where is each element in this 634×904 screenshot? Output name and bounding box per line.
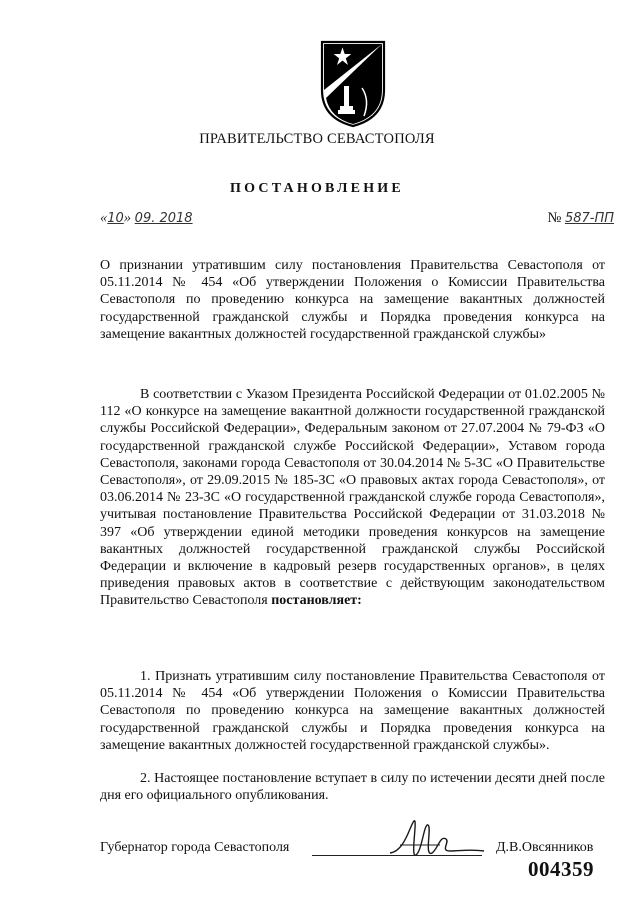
date-open-quote: « [100, 210, 108, 226]
document-number [547, 210, 614, 227]
number-prefix: № [547, 210, 562, 226]
signatory-title: Губернатор города Севастополя [100, 840, 290, 855]
resolution-item-2: 2. Настоящее постановление вступает в силу по истечении десяти дней после дня его официального опубликования. [100, 771, 605, 804]
resolution-item-1: 1. Признать утратившим силу постановление Правительства Севастополя от 05.11.2014 № 454 «Об утверждении Положения о Комиссии Правительства Севастополя по проведению конкурса на замещение вакантных должностей государственной гражданской службы и Порядка проведения конкурса на замещение вакантных должностей государственной гражданской службы». [100, 669, 605, 753]
date-day: 10 [107, 211, 124, 226]
preamble-paragraph [100, 386, 605, 610]
preamble-text: В соответствии с Указом Президента Российской Федерации от 01.02.2005 № 112 «О конкурсе на замещение вакантной должности государственной гражданской службы Российской Федерации», Федеральным законом от 27.07.2004 № 79-ФЗ «О государственной гражданской службе Российской Федерации», Уставом города Севастополя, законами города Севастополя от 30.04.2014 № 5-ЗС «О Правительстве Севастополя», от 29.09.2015 № 185-ЗС «О правовых актах города Севастополя», от 03.06.2014 № 23-ЗС «О государственной гражданской службе города Севастополя», учитывая постановление Правительства Российской Федерации от 31.03.2018 № 397 «Об утверждении единой методики проведения конкурсов на замещение вакантных должностей государственной гражданской службы Российской Федерации и включение в кадровый резерв государственных органов», в целях приведения правовых актов в соответствие с действующим законодательством Правительство Севастополя [100, 387, 605, 609]
handwritten-signature-icon [380, 815, 490, 865]
date-month-year: 09. 2018 [134, 211, 193, 226]
sevastopol-coat-of-arms-icon [318, 38, 388, 128]
number-value: 587-ПП [564, 211, 614, 226]
document-date [100, 210, 193, 227]
signatory-name: Д.В.Овсянников [496, 840, 594, 855]
document-heading: О признании утратившим силу постановления Правительства Севастополя от 05.11.2014 № 454 «Об утверждении Положения о Комиссии Правительства Севастополя по проведению конкурса на замещение вакантных должностей государственной гражданской службы и Порядка проведения конкурса на замещение вакантных должностей государственной гражданской службы» [100, 258, 605, 342]
document-type-title: ПОСТАНОВЛЕНИЕ [230, 181, 404, 196]
government-title: ПРАВИТЕЛЬСТВО СЕВАСТОПОЛЯ [199, 131, 435, 147]
resolves-keyword: постановляет: [271, 593, 362, 609]
registration-number: 004359 [528, 857, 594, 881]
date-close-quote: » [123, 210, 132, 226]
